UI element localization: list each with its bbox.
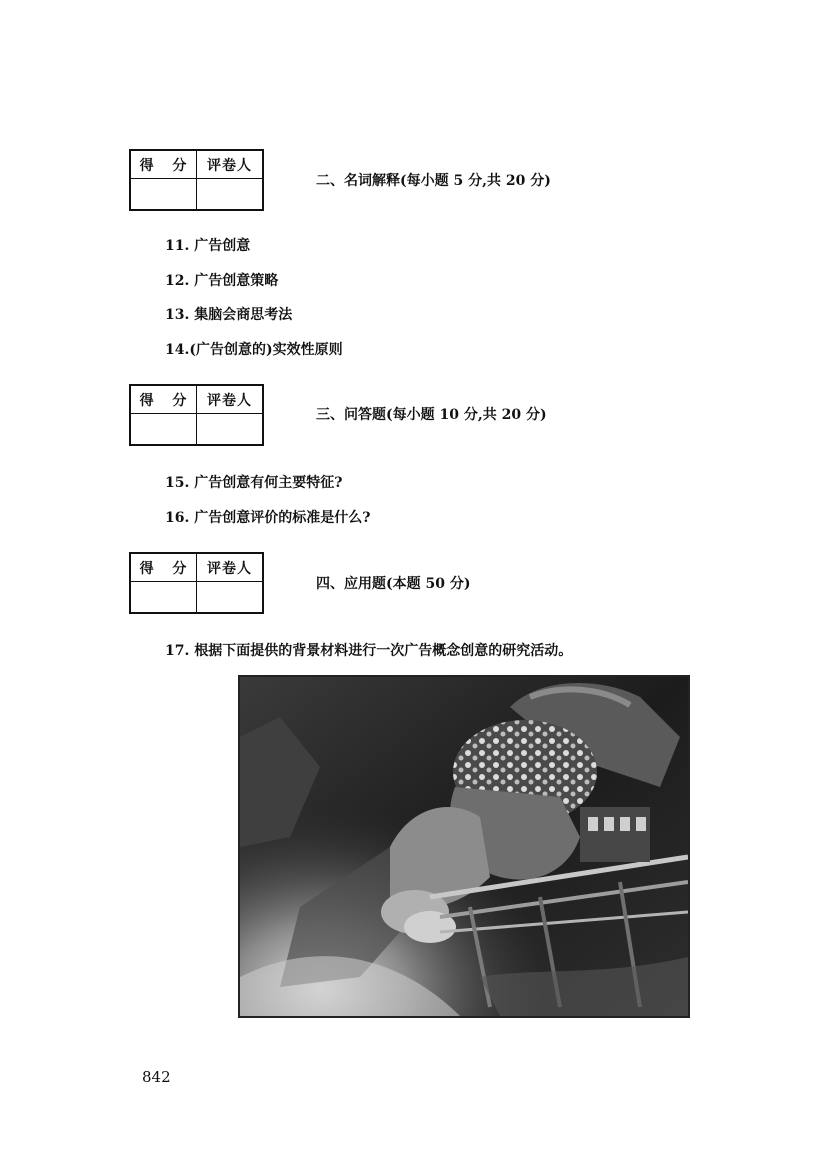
score-cell: [131, 179, 197, 209]
section-2-title: 二、名词解释(每小题 5 分,共 20 分): [316, 173, 551, 189]
question-11: 11. 广告创意: [165, 238, 251, 254]
score-header: 得 分: [131, 554, 197, 582]
question-13: 13. 集脑会商思考法: [165, 307, 293, 323]
question-16: 16. 广告创意评价的标准是什么?: [165, 510, 371, 526]
grader-header: 评卷人: [197, 151, 262, 179]
score-table-section-2: [129, 149, 264, 211]
score-cell: [131, 582, 197, 612]
question-17: 17. 根据下面提供的背景材料进行一次广告概念创意的研究活动。: [165, 643, 573, 659]
question-12: 12. 广告创意策略: [165, 273, 279, 289]
section-4-title: 四、应用题(本题 50 分): [316, 576, 471, 592]
page-number: 842: [142, 1068, 171, 1086]
score-header: 得 分: [131, 386, 197, 414]
score-cell: [131, 414, 197, 444]
score-header: 得 分: [131, 151, 197, 179]
grader-header: 评卷人: [197, 554, 262, 582]
grader-cell: [197, 179, 262, 209]
section-3-title: 三、问答题(每小题 10 分,共 20 分): [316, 407, 547, 423]
grader-cell: [197, 414, 262, 444]
question-14: 14.(广告创意的)实效性原则: [165, 342, 343, 358]
question-15: 15. 广告创意有何主要特征?: [165, 475, 343, 491]
score-table-section-4: [129, 552, 264, 614]
background-material-photo: [238, 675, 690, 1018]
grader-header: 评卷人: [197, 386, 262, 414]
score-table-section-3: [129, 384, 264, 446]
grader-cell: [197, 582, 262, 612]
